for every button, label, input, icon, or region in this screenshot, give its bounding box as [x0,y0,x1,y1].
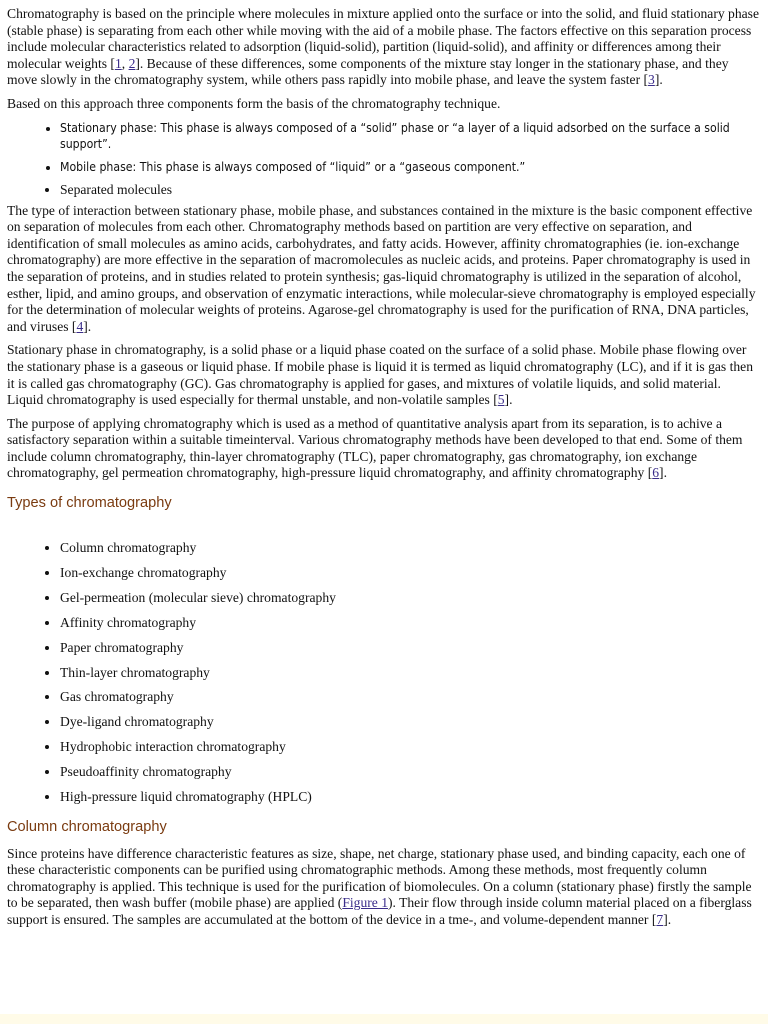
reference-link[interactable]: 5 [497,392,505,408]
list-item: • Gel-permeation (molecular sieve) chromatography [60,590,760,607]
bottom-highlight-strip [0,1014,768,1024]
purpose-paragraph: The purpose of applying chromatography which is used as a method of quantitative analysis apart from its separation, is to achive a satisfactory separation within a suitable timeinterval. Various chromatography methods have been developed to that end. Some of them include column chromatography, thin-layer chromatography (TLC), paper chromatography, gas chromatography, ion exchange chromatography, gel permeation chromatography, high-pressure liquid chromatography, and affinity chromatography [6]. [7,415,743,481]
list-item: • Pseudoaffinity chromatography [60,764,760,781]
list-item: • Separated molecules [60,182,760,198]
types-list [7,540,760,806]
list-item: • Stationary phase: This phase is always composed of a “solid” phase or “a layer of a liquid adsorbed on the surface a solid support”. [60,120,760,152]
intro-paragraph: Chromatography is based on the principle where molecules in mixture applied onto the surface or into the solid, and fluid stationary phase (stable phase) is separating from each other while moving with the aid of a mobile phase. The factors effective on this separation process include molecular characteristics related to adsorption (liquid-solid), partition (liquid-solid), and affinity or differences among their molecular weights [1, 2]. Because of these differences, some components of the mixture stay longer in the stationary phase, and they move slowly in the chromatography system, while others pass rapidly into mobile phase, and leave the system faster [3]. [7,6,759,88]
reference-link[interactable]: 4 [76,318,84,334]
reference-link[interactable]: 3 [648,72,655,88]
phases-paragraph: Stationary phase in chromatography, is a solid phase or a liquid phase coated on the surface of a solid phase. Mobile phase flowing over the stationary phase is a gaseous or liquid phase. If mobile phase is liquid it is termed as liquid chromatography (LC), and if it is gas then it is called gas chromatography (GC). Gas chromatography is applied for gases, and mixtures of volatile liquids, and solid material. Liquid chromatography is used especially for thermal unstable, and non-volatile samples [5]. [7,342,753,408]
list-item: • Column chromatography [60,540,760,557]
reference-link[interactable]: 6 [652,465,660,481]
interaction-paragraph: The type of interaction between stationary phase, mobile phase, and substances contained in the mixture is the basic component effective on separation of molecules from each other. Chromatography methods based on partition are very effective on separation, and identification of small molecules as amino acids, carbohydrates, and fatty acids. However, affinity chromatographies (ie. ion-exchange chromatography) are more effective in the separation of macromolecules as nucleic acids, and proteins. Paper chromatography is used in the separation of proteins, and in studies related to protein synthesis; gas-liquid chromatography is utilized in the separation of alcohol, esther, lipid, and amino groups, and observation of enzymatic interactions, while molecular-sieve chromatography is employed especially for the determination of molecular weights of proteins. Agarose-gel chromatography is used for the purification of RNA, DNA particles, and viruses [4]. [7,202,756,334]
reference-link[interactable]: 7 [656,911,664,927]
column-heading: Column chromatography [7,818,167,835]
list-item: • Ion-exchange chromatography [60,565,760,582]
list-item: • High-pressure liquid chromatography (HPLC) [60,789,760,806]
reference-link[interactable]: 1 [114,55,122,71]
components-list [7,120,760,198]
list-item: • Paper chromatography [60,640,760,657]
column-paragraph: Since proteins have difference characteristic features as size, shape, net charge, stationary phase used, and binding capacity, each one of these characteristic components can be purified using chromatographic methods. Among these methods, most frequently column chromatography is applied. This technique is used for the purification of biomolecules. On a column (stationary phase) firstly the sample to be separated, then wash buffer (mobile phase) are applied (Figure 1). Their flow through inside column material placed on a fiberglass support is ensured. The samples are accumulated at the bottom of the device in a tme-, and volume-dependent manner [7]. [7,845,752,927]
types-heading: Types of chromatography [7,495,172,512]
list-item: • Hydrophobic interaction chromatography [60,739,760,756]
list-item: • Dye-ligand chromatography [60,714,760,731]
list-item: • Affinity chromatography [60,615,760,632]
list-item: • Gas chromatography [60,689,760,706]
reference-link[interactable]: 2 [128,55,136,71]
components-intro-paragraph: Based on this approach three components form the basis of the chromatography technique. [7,95,501,111]
figure-link[interactable]: Figure 1 [342,895,388,911]
list-item: • Thin-layer chromatography [60,665,760,682]
list-item: • Mobile phase: This phase is always composed of “liquid” or a “gaseous component.” [60,159,760,175]
